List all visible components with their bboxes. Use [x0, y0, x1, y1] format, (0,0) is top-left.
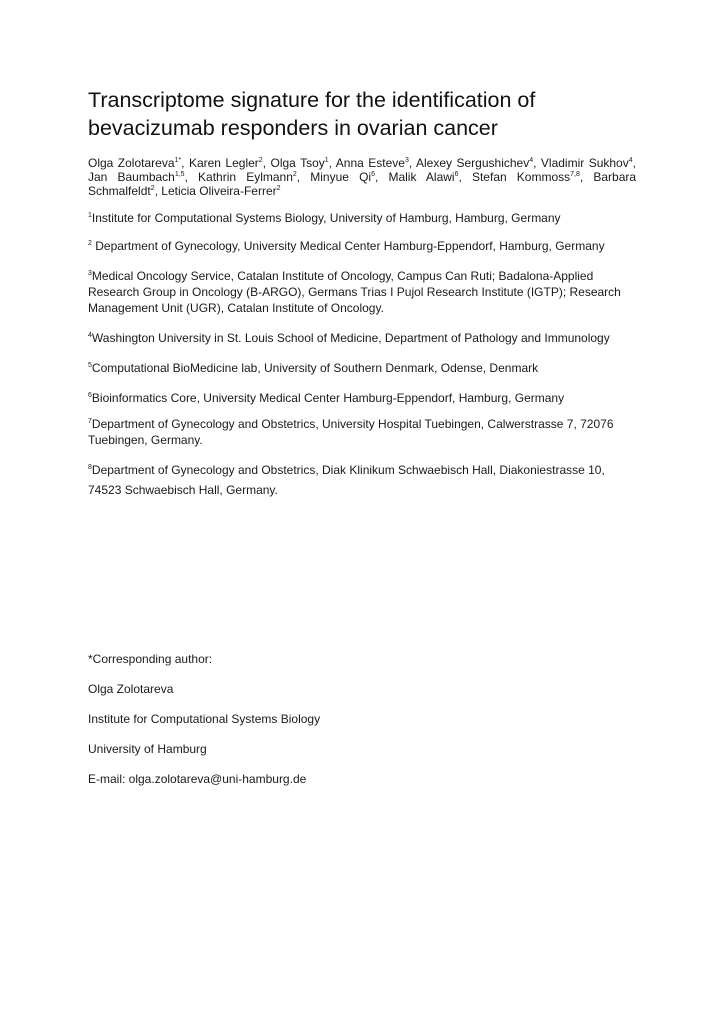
- author: Stefan Kommoss$^{7,8}$: [471, 170, 580, 184]
- corresponding-author-block: [88, 652, 636, 802]
- author: Anna Esteve$^3$: [335, 156, 409, 170]
- paper-title-page: [88, 86, 636, 500]
- corresponding-email: E-mail: olga.zolotareva@uni-hamburg.de: [88, 772, 307, 786]
- affiliation-8: $^8$Department of Gynecology and Obstetrics, Diak Klinikum Schwaebisch Hall, Diakoniestrasse 10, 74523 Schwaebisch Hall, Germany.: [88, 463, 605, 497]
- author: Kathrin Eylmann$^2$: [198, 170, 297, 184]
- author: Olga Zolotareva$^{1*}$: [88, 156, 182, 170]
- author: Jan Baumbach$^{1,5}$: [88, 170, 185, 184]
- affiliation-4: $^4$Washington University in St. Louis School of Medicine, Department of Pathology and Immunology: [88, 331, 610, 345]
- corresponding-name: Olga Zolotareva: [88, 682, 174, 696]
- author: Minyue Qi$^6$: [310, 170, 375, 184]
- author: Leticia Oliveira-Ferrer$^2$: [161, 184, 281, 198]
- affiliation-3: $^3$Medical Oncology Service, Catalan Institute of Oncology, Campus Can Ruti; Badalona-Applied Research Group in Oncology (B-ARGO), Germans Trias I Pujol Research Institute (IGTP); Research Management Unit (UGR), Catalan Institute of Oncology.: [88, 269, 621, 315]
- author: Karen Legler$^2$: [188, 156, 263, 170]
- author: Barbara Schmalfeldt$^2$: [88, 170, 637, 198]
- corresponding-institute: Institute for Computational Systems Biology: [88, 712, 321, 726]
- affiliation-6: $^6$Bioinformatics Core, University Medical Center Hamburg-Eppendorf, Hamburg, Germany: [88, 391, 565, 405]
- author-list: Olga Zolotareva$^{1*}$, Karen Legler$^2$, Olga Tsoy$^1$, Anna Esteve$^3$, Alexey Sergushichev$^4$, Vladimir Sukhov$^4$, Jan Baumbach$^{1,5}$, Kathrin Eylmann$^2$, Minyue Qi$^6$, Malik Alawi$^6$, Stefan Kommoss$^{7,8}$, Barbara Schmalfeldt$^2$, Leticia Oliveira-Ferrer$^2$: [88, 156, 637, 198]
- affiliation-1: $^1$Institute for Computational Systems Biology, University of Hamburg, Hamburg, Germany: [88, 211, 561, 225]
- paper-title: Transcriptome signature for the identification of bevacizumab responders in ovarian cancer: [88, 88, 536, 140]
- corresponding-university: University of Hamburg: [88, 742, 207, 756]
- author: Vladimir Sukhov$^4$: [540, 156, 633, 170]
- corresponding-heading: *Corresponding author:: [88, 652, 213, 666]
- author: Malik Alawi$^6$: [388, 170, 459, 184]
- affiliation-2: $^2$ Department of Gynecology, University Medical Center Hamburg-Eppendorf, Hamburg, Germany: [88, 239, 605, 253]
- affiliation-7: $^7$Department of Gynecology and Obstetrics, University Hospital Tuebingen, Calwerstrasse 7, 72076 Tuebingen, Germany.: [88, 417, 614, 447]
- author: Olga Tsoy$^1$: [270, 156, 329, 170]
- affiliation-5: $^5$Computational BioMedicine lab, University of Southern Denmark, Odense, Denmark: [88, 361, 539, 375]
- author: Alexey Sergushichev$^4$: [416, 156, 534, 170]
